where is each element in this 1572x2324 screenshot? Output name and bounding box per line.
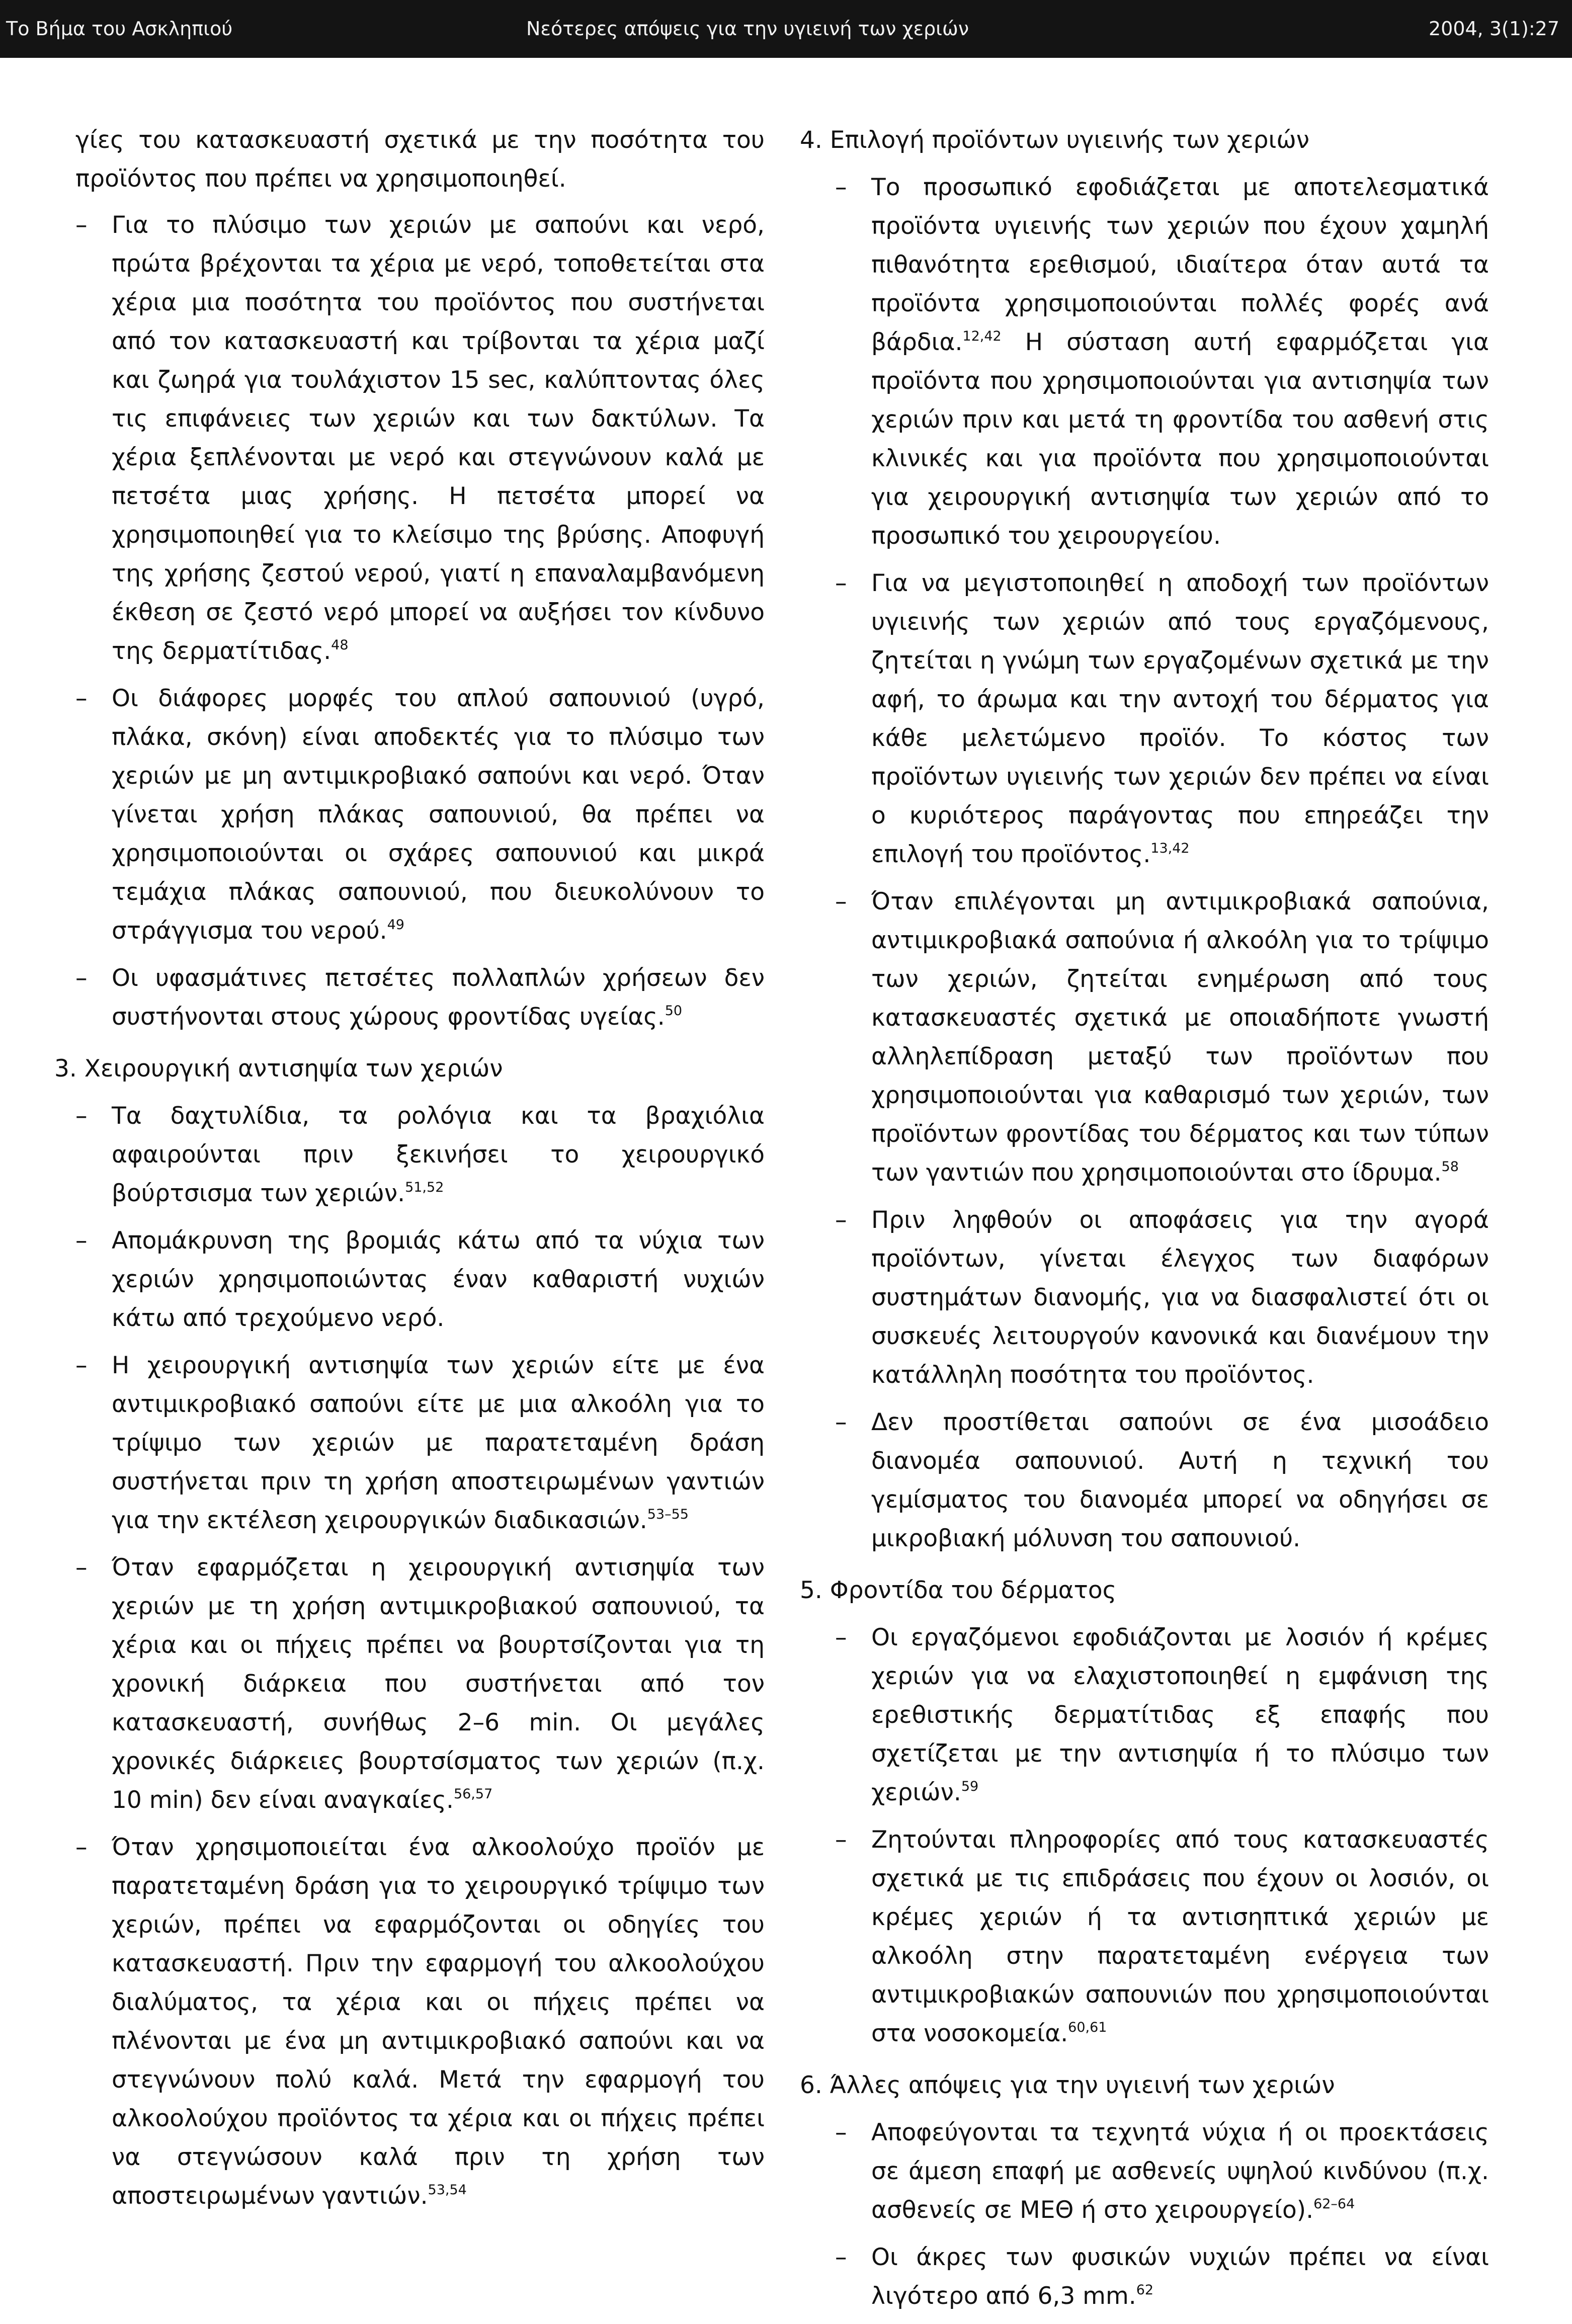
dash-bullet: – — [835, 1206, 847, 1234]
list-item — [835, 1201, 1489, 1394]
item-text: Πριν ληφθούν οι αποφάσεις για την αγορά προϊόντων, γίνεται έλεγχος των διαφόρων συστημάτων διανομής, για να διασφαλιστεί ότι οι συσκευές λειτουργούν κανονικά και διανέμουν την κατάλληλη ποσότητα του προϊόντος. — [871, 1206, 1489, 1389]
right-column — [800, 121, 1489, 2324]
reference-number: 60,61 — [1068, 2020, 1107, 2035]
item-text: Όταν χρησιμοποιείται ένα αλκοολούχο προϊόν με παρατεταμένη δράση για το χειρουργικό τρίψιμο των χεριών, πρέπει να εφαρμόζονται οι οδηγίες του κατασκευαστή. Πριν την εφαρμογή του αλκοολούχου διαλύματος, τα χέρια και οι πήχεις πρέπει να πλένονται με ένα μη αντιμικροβιακό σαπούνι και να στεγνώνουν πολύ καλά. Μετά την εφαρμογή του αλκοολούχου προϊόντος τα χέρια και οι πήχεις πρέπει να στεγνώσουν καλά πριν τη χρήση των αποστειρωμένων γαντιών. — [112, 1834, 765, 2210]
list-item — [75, 1097, 765, 1213]
dash-bullet: – — [835, 569, 847, 597]
dash-bullet: – — [75, 1102, 88, 1130]
article-title: Νεότερες απόψεις για την υγιεινή των χεριών — [526, 18, 969, 40]
list-item — [835, 1820, 1489, 2053]
left-column — [54, 121, 765, 2224]
item-text: Αποφεύγονται τα τεχνητά νύχια ή οι προεκτάσεις σε άμεση επαφή με ασθενείς υψηλού κινδύνου (π.χ. ασθενείς σε ΜΕΘ ή στο χειρουργείο). — [871, 2119, 1489, 2224]
item-text: Οι διάφορες μορφές του απλού σαπουνιού (υγρό, πλάκα, σκόνη) είναι αποδεκτές για το πλύσιμο των χεριών με μη αντιμικροβιακό σαπούνι και νερό. Όταν γίνεται χρήση πλάκας σαπουνιού, θα πρέπει να χρησιμοποιούνται οι σχάρες σαπουνιού και μικρά τεμάχια πλάκας σαπουνιού, που διευκολύνουν το στράγγισμα του νερού. — [112, 685, 765, 945]
list-item — [835, 168, 1489, 555]
reference-number: 62–64 — [1313, 2196, 1355, 2212]
item-text: Οι υφασμάτινες πετσέτες πολλαπλών χρήσεων δεν συστήνονται στους χώρους φροντίδας υγείας. — [112, 964, 765, 1031]
dash-bullet: – — [835, 2244, 847, 2271]
issue-citation: 2004, 3(1):27 — [1428, 18, 1559, 40]
list-item — [75, 1346, 765, 1540]
item-text: Ζητούνται πληροφορίες από τους κατασκευαστές σχετικά με τις επιδράσεις που έχουν οι λοσιόν, οι κρέμες χεριών ή τα αντισηπτικά χεριών με αλκοόλη στην παρατεταμένη ενέργεια των αντιμικροβιακών σαπουνιών που χρησιμοποιούνται στα νοσοκομεία. — [871, 1826, 1489, 2047]
item-text: Δεν προστίθεται σαπούνι σε ένα μισοάδειο διανομέα σαπουνιού. Αυτή η τεχνική του γεμίσματος του διανομέα μπορεί να οδηγήσει σε μικροβιακή μόλυνση του σαπουνιού. — [871, 1408, 1489, 1552]
item-text: Για το πλύσιμο των χεριών με σαπούνι και νερό, πρώτα βρέχονται τα χέρια με νερό, τοποθετείται στα χέρια μια ποσότητα του προϊόντος που συστήνεται από τον κατασκευαστή και τρίβονται τα χέρια μαζί και ζωηρά για τουλάχιστον 15 sec, καλύπτοντας όλες τις επιφάνειες των χεριών και των δακτύλων. Τα χέρια ξεπλένονται με νερό και στεγνώνουν καλά με πετσέτα μιας χρήσης. Η πετσέτα μπορεί να χρησιμοποιηθεί για το κλείσιμο της βρύσης. Αποφυγή της χρήσης ζεστού νερού, γιατί η επαναλαμβανόμενη έκθεση σε ζεστό νερό μπορεί να αυξήσει τον κίνδυνο της δερματίτιδας. — [112, 211, 765, 665]
item-text: Το προσωπικό εφοδιάζεται με αποτελεσματικά προϊόντα υγιεινής των χεριών που έχουν χαμηλή πιθανότητα ερεθισμού, ιδιαίτερα όταν αυτά τα προϊόντα χρησιμοποιούνται πολλές φορές ανά βάρδια. — [871, 174, 1489, 356]
list-item — [75, 1548, 765, 1819]
dash-bullet: – — [835, 1624, 847, 1651]
reference-number: 62 — [1136, 2282, 1154, 2298]
dash-bullet: – — [835, 1408, 847, 1436]
item-text: Όταν επιλέγονται μη αντιμικροβιακά σαπούνια, αντιμικροβιακά σαπούνια ή αλκοόλη για το τρίψιμο των χεριών, ζητείται ενημέρωση από τους κατασκευαστές σχετικά με οποιαδήποτε γνωστή αλληλεπίδραση μεταξύ των προϊόντων που χρησιμοποιούνται για καθαρισμό των χεριών, των προϊόντων φροντίδας του δέρματος και των τύπων των γαντιών που χρησιμοποιούνται στο ίδρυμα. — [871, 888, 1489, 1187]
reference-number: 50 — [665, 1003, 683, 1019]
reference-number: 48 — [331, 637, 349, 653]
reference-number: 59 — [961, 1779, 979, 1794]
dash-bullet: – — [835, 1826, 847, 1854]
dash-bullet: – — [835, 2119, 847, 2146]
dash-bullet: – — [75, 211, 88, 239]
item-text: Η χειρουργική αντισηψία των χεριών είτε με ένα αντιμικροβιακό σαπούνι είτε με μια αλκοόλη για το τρίψιμο των χεριών με παρατεταμένη δράση συστήνεται πριν τη χρήση αποστειρωμένων γαντιών για την εκτέλεση χειρουργικών διαδικασιών. — [112, 1352, 765, 1534]
dash-bullet: – — [835, 174, 847, 201]
dash-bullet: – — [75, 1352, 88, 1379]
dash-bullet: – — [75, 1554, 88, 1582]
reference-number: 51,52 — [405, 1180, 444, 1195]
list-item — [835, 2113, 1489, 2229]
item-text: Όταν εφαρμόζεται η χειρουργική αντισηψία των χεριών με τη χρήση αντιμικροβιακού σαπουνιού, τα χέρια και οι πήχεις πρέπει να βουρτσίζονται για τη χρονική διάρκεια που συστήνεται από τον κατασκευαστή, συνήθως 2–6 min. Οι μεγάλες χρονικές διάρκειες βουρτσίσματος των χεριών (π.χ. 10 min) δεν είναι αναγκαίες. — [112, 1554, 765, 1814]
list-item — [835, 1618, 1489, 1812]
item-text: Οι άκρες των φυσικών νυχιών πρέπει να είναι λιγότερο από 6,3 mm. — [871, 2244, 1489, 2310]
item-text: Τα δαχτυλίδια, τα ρολόγια και τα βραχιόλια αφαιρούνται πριν ξεκινήσει το χειρουργικό βούρτσισμα των χεριών. — [112, 1102, 765, 1207]
list-item — [835, 1403, 1489, 1558]
section-heading-5: 5. Φροντίδα του δέρματος — [800, 1576, 1117, 1604]
reference-number: 53,54 — [428, 2182, 467, 2198]
section-heading-3: 3. Χειρουργική αντισηψία των χεριών — [54, 1055, 503, 1083]
section-heading-4: 4. Επιλογή προϊόντων υγιεινής των χεριών — [800, 126, 1309, 154]
reference-number: 49 — [387, 917, 404, 933]
list-item — [75, 206, 765, 671]
reference-number: 53–55 — [647, 1507, 689, 1522]
reference-number: 58 — [1441, 1159, 1459, 1175]
item-text-continued: Η σύσταση αυτή εφαρμόζεται για προϊόντα που χρησιμοποιούνται για αντισηψία των χεριών πριν και μετά τη φροντίδα του ασθενή στις κλινικές και για προϊόντα που χρησιμοποιούνται για χειρουργική αντισηψία των χεριών από το προσωπικό του χειρουργείου. — [871, 328, 1489, 550]
dash-bullet: – — [75, 1227, 88, 1255]
reference-number: 12,42 — [962, 328, 1002, 344]
list-item — [835, 882, 1489, 1192]
journal-title: Το Βήμα του Ασκληπιού — [6, 18, 233, 40]
list-item — [835, 564, 1489, 874]
list-item — [835, 2238, 1489, 2315]
dash-bullet: – — [75, 685, 88, 712]
continued-paragraph: γίες του κατασκευαστή σχετικά με την ποσότητα του προϊόντος που πρέπει να χρησιμοποιηθεί. — [75, 126, 765, 193]
list-item — [75, 679, 765, 950]
list-item — [75, 1221, 765, 1338]
item-text: Απομάκρυνση της βρομιάς κάτω από τα νύχια των χεριών χρησιμοποιώντας έναν καθαριστή νυχιών κάτω από τρεχούμενο νερό. — [112, 1227, 765, 1332]
reference-number: 56,57 — [453, 1786, 493, 1802]
list-item — [75, 959, 765, 1036]
item-text: Οι εργαζόμενοι εφοδιάζονται με λοσιόν ή κρέμες χεριών για να ελαχιστοποιηθεί η εμφάνιση της ερεθιστικής δερματίτιδας εξ επαφής που σχετίζεται με την αντισηψία ή το πλύσιμο των χεριών. — [871, 1624, 1489, 1806]
dash-bullet: – — [75, 1834, 88, 1861]
dash-bullet: – — [75, 964, 88, 992]
item-text: Για να μεγιστοποιηθεί η αποδοχή των προϊόντων υγιεινής των χεριών από τους εργαζόμενους, ζητείται η γνώμη των εργαζομένων σχετικά με την αφή, το άρωμα και την αντοχή του δέρματος για κάθε μελετώμενο προϊόν. Το κόστος των προϊόντων υγιεινής των χεριών δεν πρέπει να είναι ο κυριότερος παράγοντας που επηρεάζει την επιλογή του προϊόντος. — [871, 569, 1489, 868]
list-item — [75, 1828, 765, 2215]
section-heading-6: 6. Άλλες απόψεις για την υγιεινή των χεριών — [800, 2071, 1335, 2099]
reference-number: 13,42 — [1150, 841, 1190, 856]
running-header — [0, 0, 1572, 58]
dash-bullet: – — [835, 888, 847, 916]
